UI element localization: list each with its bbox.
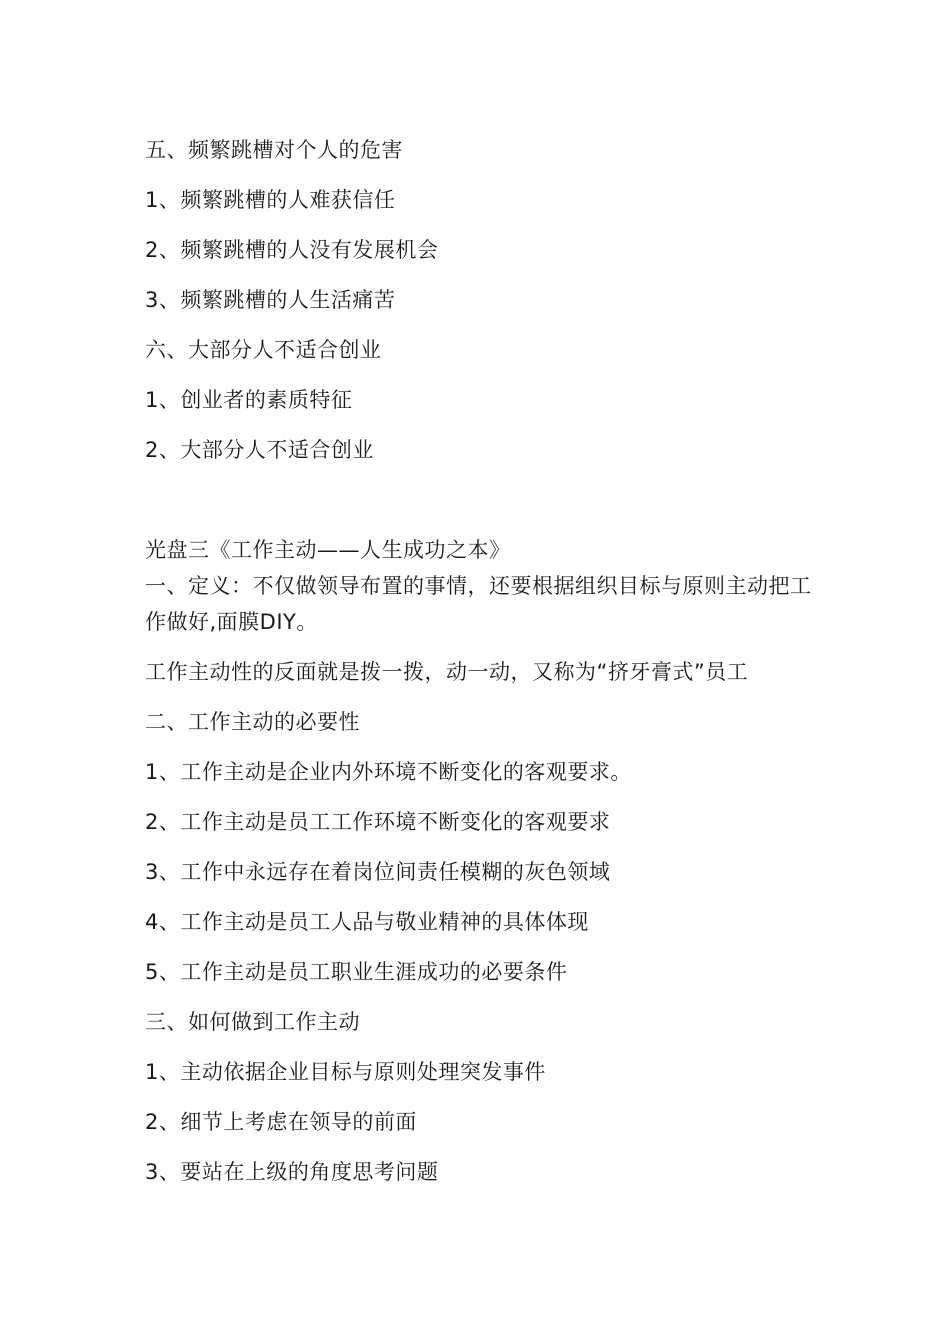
definition-paragraph: 一、定义：不仅做领导布置的事情，还要根据组织目标与原则主动把工作做好,面膜DIY。	[145, 574, 812, 634]
list-item: 1、频繁跳槽的人难获信任	[145, 188, 396, 212]
list-item: 1、创业者的素质特征	[145, 388, 353, 412]
list-item: 2、大部分人不适合创业	[145, 438, 374, 462]
section-six-heading: 六、大部分人不适合创业	[145, 338, 382, 362]
list-item: 5、工作主动是员工职业生涯成功的必要条件	[145, 960, 568, 984]
opposite-paragraph: 工作主动性的反面就是拨一拨，动一动，又称为“挤牙膏式”员工	[145, 660, 749, 684]
list-item: 1、工作主动是企业内外环境不断变化的客观要求。	[145, 760, 632, 784]
list-item: 2、工作主动是员工工作环境不断变化的客观要求	[145, 810, 611, 834]
section-five-heading: 五、频繁跳槽对个人的危害	[145, 138, 403, 162]
list-item: 3、要站在上级的角度思考问题	[145, 1160, 439, 1184]
necessity-heading: 二、工作主动的必要性	[145, 710, 360, 734]
disc-three-title: 光盘三《工作主动——人生成功之本》	[145, 538, 511, 562]
how-to-heading: 三、如何做到工作主动	[145, 1010, 360, 1034]
list-item: 1、主动依据企业目标与原则处理突发事件	[145, 1060, 546, 1084]
list-item: 2、频繁跳槽的人没有发展机会	[145, 238, 439, 262]
list-item: 2、细节上考虑在领导的前面	[145, 1110, 417, 1134]
list-item: 3、频繁跳槽的人生活痛苦	[145, 288, 396, 312]
list-item: 3、工作中永远存在着岗位间责任模糊的灰色领域	[145, 860, 611, 884]
list-item: 4、工作主动是员工人品与敬业精神的具体体现	[145, 910, 589, 934]
